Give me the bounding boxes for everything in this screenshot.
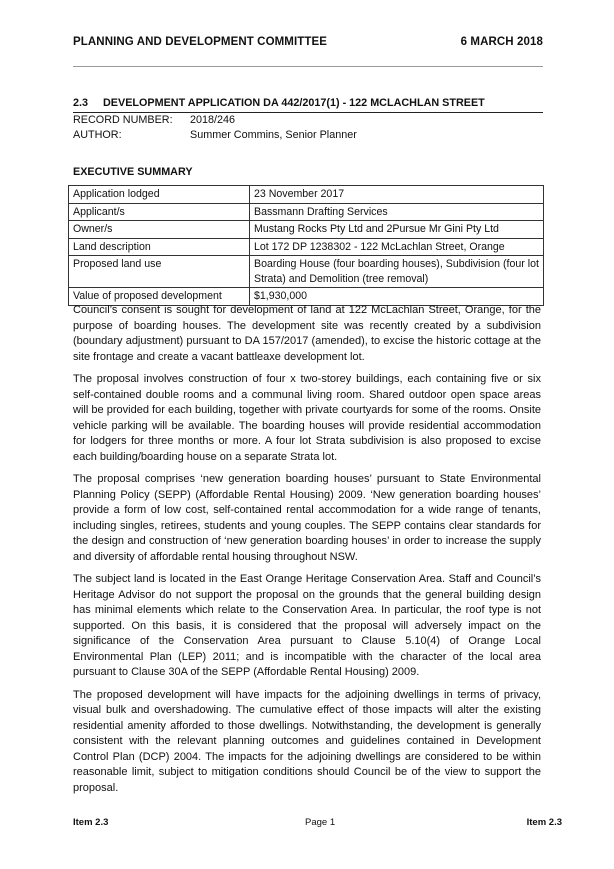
paragraph: The proposal involves construction of four x two-storey buildings, each containing five or six self-contained double rooms and a communal living room. Shared outdoor open space areas will be provided for each building, together with private courtyards for some of the rooms. Onsite vehicle parking will be available. The boarding houses will provide residential accommodation for lodgers for three months or more. A four lot Strata subdivision is also proposed to excise each building/boarding house on a separate Strata lot. <box>73 373 541 463</box>
footer-item-right: Item 2.3 <box>526 817 562 828</box>
table-value: Bassmann Drafting Services <box>250 203 544 221</box>
record-number-label: RECORD NUMBER: <box>73 114 173 126</box>
item-title <box>73 97 543 109</box>
author-value: Summer Commins, Senior Planner <box>190 129 357 141</box>
table-row <box>69 256 544 288</box>
page-number: Page 1 <box>305 817 336 828</box>
item-number: 2.3 <box>73 97 89 109</box>
paragraph: Council’s consent is sought for development of land at 122 McLachlan Street, Orange, for the purpose of boarding houses. The development site was recently created by a subdivision (boundary adjustment) pursuant to DA 157/2017 (amended), to excise the historic cottage at the site frontage and create a vacant battleaxe development lot. <box>73 304 541 363</box>
author-label: AUTHOR: <box>73 129 122 141</box>
table-value: $1,930,000 <box>250 288 544 306</box>
executive-summary-heading: EXECUTIVE SUMMARY <box>73 166 193 178</box>
summary-table <box>68 185 544 306</box>
meeting-date: 6 MARCH 2018 <box>460 36 543 48</box>
record-number-value: 2018/246 <box>190 114 236 126</box>
table-row <box>69 186 544 204</box>
report-body <box>73 303 541 803</box>
header-divider <box>73 66 543 67</box>
table-key: Value of proposed development <box>69 288 250 306</box>
table-key: Applicant/s <box>69 203 250 221</box>
table-value: Boarding House (four boarding houses), Subdivision (four lot Strata) and Demolition (tree removal) <box>250 256 544 288</box>
table-row <box>69 238 544 256</box>
paragraph: The proposal comprises ‘new generation boarding houses’ pursuant to State Environmental Planning Policy (SEPP) (Affordable Rental Housing) 2009. ‘New generation boarding houses’ provide a form of low cost, self-contained rental accommodation for a wide range of tenants, including singles, retirees, students and young couples. The SEPP contains clear standards for the design and construction of ‘new generation boarding houses’ in order to increase the supply and diversity of affordable rental housing throughout NSW. <box>73 473 541 563</box>
paragraph: The proposed development will have impacts for the adjoining dwellings in terms of privacy, visual bulk and overshadowing. The cumulative effect of those impacts will alter the existing residential amenity afforded to those dwellings. Notwithstanding, the development is generally consistent with the relevant planning outcomes and guidelines contained in Development Control Plan (DCP) 2004. The impacts for the adjoining dwellings are considered to be within reasonable limit, subject to mitigation conditions should Council be of the view to support the proposal. <box>73 688 541 794</box>
table-key: Land description <box>69 238 250 256</box>
table-value: 23 November 2017 <box>250 186 544 204</box>
table-row <box>69 203 544 221</box>
table-row <box>69 221 544 239</box>
table-value: Mustang Rocks Pty Ltd and 2Pursue Mr Gini Pty Ltd <box>250 221 544 239</box>
table-key: Application lodged <box>69 186 250 204</box>
table-value: Lot 172 DP 1238302 - 122 McLachlan Street, Orange <box>250 238 544 256</box>
item-heading: DEVELOPMENT APPLICATION DA 442/2017(1) - 122 MCLACHLAN STREET <box>103 97 485 109</box>
item-title-underline <box>73 112 543 113</box>
table-key: Proposed land use <box>69 256 250 288</box>
committee-name: PLANNING AND DEVELOPMENT COMMITTEE <box>73 36 328 48</box>
table-key: Owner/s <box>69 221 250 239</box>
footer-item-left: Item 2.3 <box>73 817 109 828</box>
paragraph: The subject land is located in the East Orange Heritage Conservation Area. Staff and Council’s Heritage Advisor do not support the proposal on the grounds that the general building design has minimal elements which relate to the Conservation Area. In particular, the roof type is not supported. On this basis, it is considered that the proposal will adversely impact on the significance of the Conservation Area pursuant to Clause 5.10(4) of Orange Local Environmental Plan (LEP) 2011; and is incompatible with the character of the local area pursuant to Clause 30A of the SEPP (Affordable Rental Housing) 2009. <box>73 573 541 678</box>
